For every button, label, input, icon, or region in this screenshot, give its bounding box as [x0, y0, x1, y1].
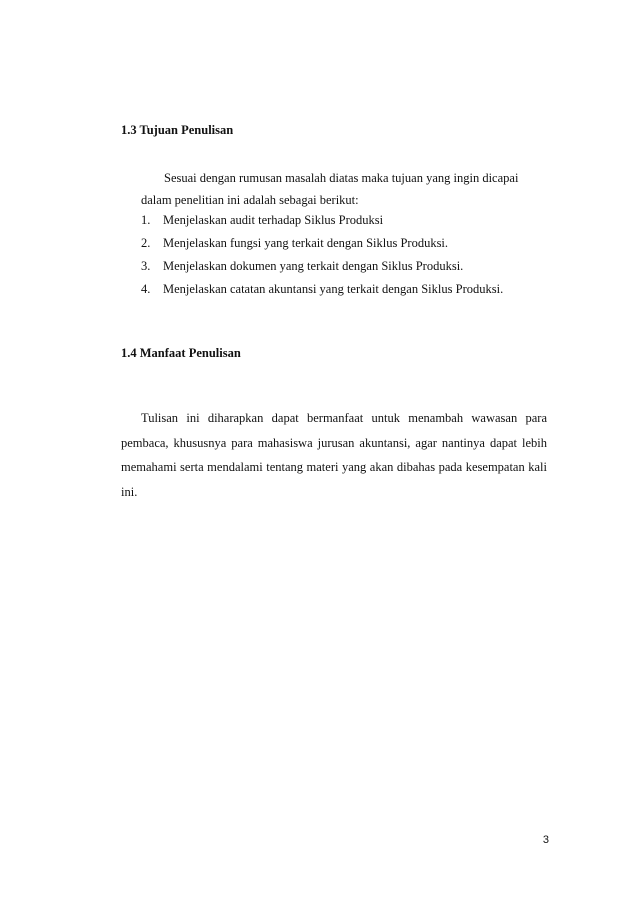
- list-item: [141, 232, 503, 255]
- list-item-text: Menjelaskan catatan akuntansi yang terkait dengan Siklus Produksi.: [163, 282, 504, 296]
- list-item-number: 2.: [141, 236, 151, 250]
- list-item: [141, 255, 503, 278]
- list-item-text: Menjelaskan dokumen yang terkait dengan Siklus Produksi.: [163, 259, 464, 273]
- tujuan-intro-paragraph: [141, 167, 533, 211]
- page-number: 3: [542, 834, 549, 846]
- section-heading-tujuan-penulisan: 1.3 Tujuan Penulisan: [121, 123, 234, 137]
- tujuan-intro-line-1: Sesuai dengan rumusan masalah diatas maka tujuan yang ingin dicapai: [164, 171, 519, 185]
- manfaat-paragraph: Tulisan ini diharapkan dapat bermanfaat untuk menambah wawasan para pembaca, khususnya para mahasiswa jurusan akuntansi, agar nantinya dapat lebih memahami serta mendalami tentang materi yang akan dibahas pada kesempatan kali ini.: [121, 411, 547, 499]
- list-item-text: Menjelaskan fungsi yang terkait dengan Siklus Produksi.: [163, 236, 449, 250]
- tujuan-intro-line-2: dalam penelitian ini adalah sebagai berikut:: [141, 193, 359, 207]
- list-item-number: 1.: [141, 213, 151, 227]
- list-item: [141, 209, 503, 232]
- list-item-number: 4.: [141, 282, 151, 296]
- list-item-text: Menjelaskan audit terhadap Siklus Produksi: [163, 213, 384, 227]
- list-item: [141, 278, 503, 301]
- section-heading-manfaat-penulisan: 1.4 Manfaat Penulisan: [121, 346, 241, 360]
- tujuan-list: [141, 209, 503, 301]
- list-item-number: 3.: [141, 259, 151, 273]
